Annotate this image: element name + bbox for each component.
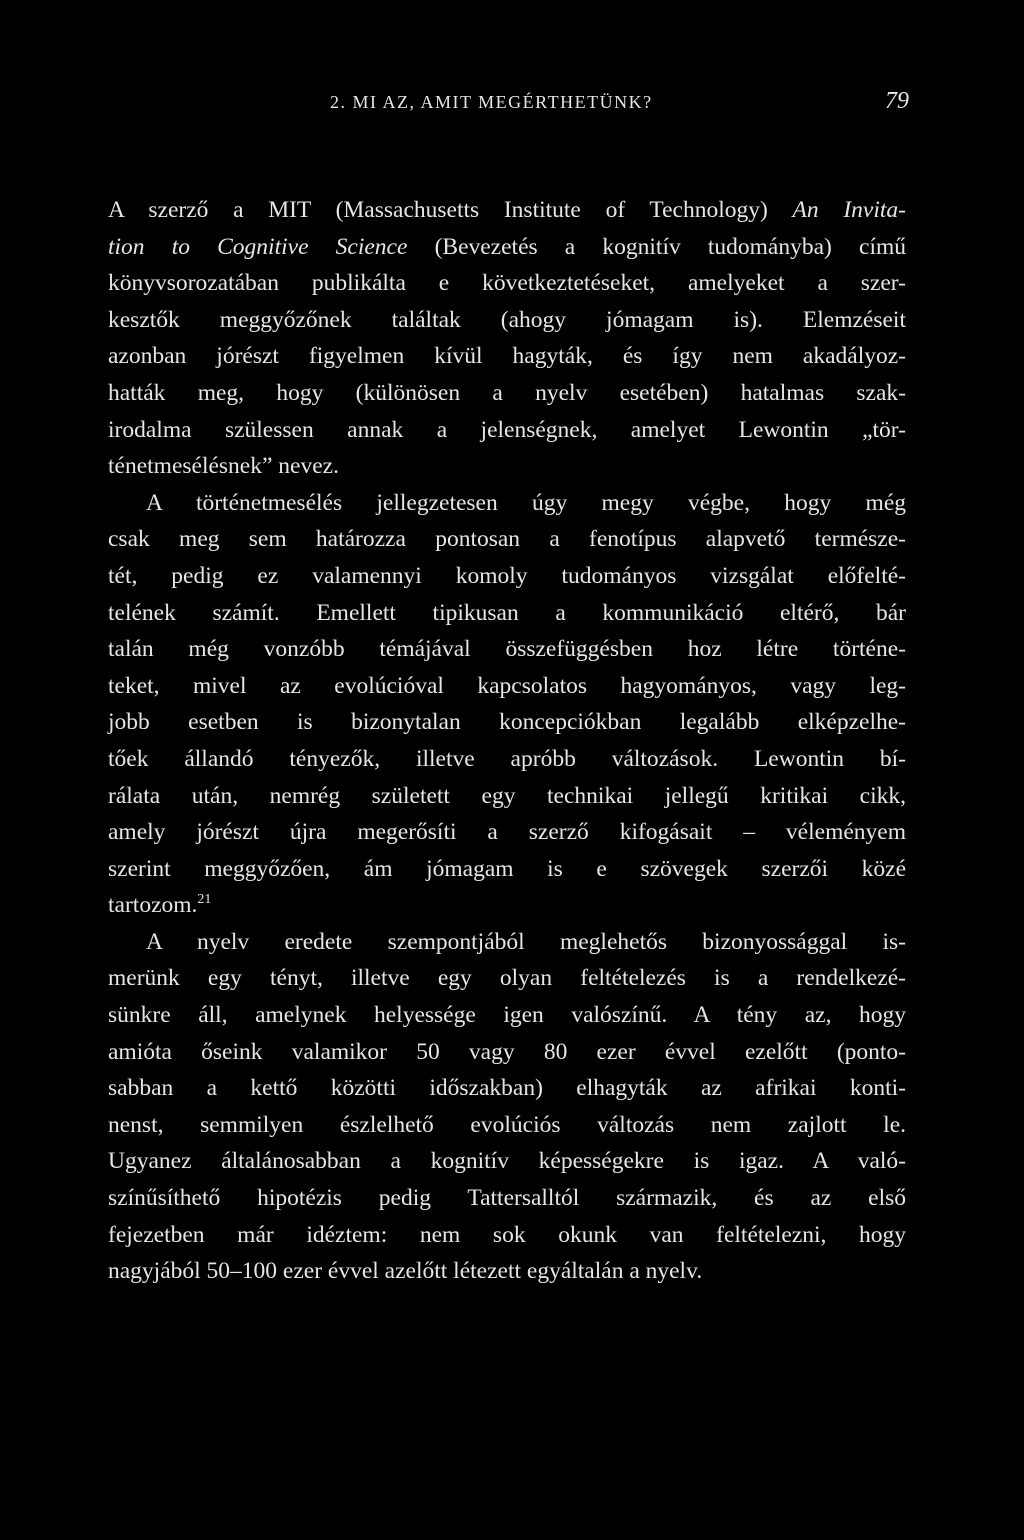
- text-run: hatták meg, hogy (különösen a nyelv esetében) hatalmas szak-: [108, 379, 906, 406]
- text-line: [108, 704, 906, 741]
- italic-title: An Invita-: [792, 197, 906, 223]
- text-run: A szerző a MIT (Massachusetts Institute of Technology): [108, 197, 793, 223]
- text-run: amióta őseink valamikor 50 vagy 80 ezer évvel ezelőtt (ponto-: [108, 1038, 906, 1065]
- text-line: [108, 192, 906, 229]
- text-line: [108, 1253, 906, 1290]
- text-run: A történetmesélés jellegzetesen úgy megy végbe, hogy még: [146, 489, 906, 516]
- text-line: [108, 375, 906, 412]
- text-line: [108, 558, 906, 595]
- text-line: [108, 412, 906, 449]
- text-run: csak meg sem határozza pontosan a fenotípus alapvető természe-: [108, 526, 906, 553]
- text-line: [108, 485, 906, 522]
- text-line: [108, 1107, 906, 1144]
- text-line: [108, 778, 906, 815]
- text-run: színűsíthető hipotézis pedig Tattersalltól származik, és az első: [108, 1185, 906, 1212]
- text-run: kesztők meggyőzőnek találtak (ahogy jómagam is). Elemzéseit: [108, 306, 906, 333]
- text-run: talán még vonzóbb témájával összefüggésben hoz létre történe-: [108, 636, 906, 663]
- text-run: tét, pedig ez valamennyi komoly tudományos vizsgálat előfelté-: [108, 562, 906, 589]
- text-line: [108, 1070, 906, 1107]
- running-head: 2. MI AZ, AMIT MEGÉRTHETÜNK?: [330, 92, 653, 112]
- text-run: sabban a kettő közötti időszakban) elhagyták az afrikai konti-: [108, 1075, 906, 1102]
- text-line: [108, 1034, 906, 1071]
- text-run: sünkre áll, amelynek helyessége igen valószínű. A tény az, hogy: [108, 1002, 906, 1029]
- text-line: [108, 960, 906, 997]
- text-line: [108, 338, 906, 375]
- text-line: [108, 851, 906, 888]
- text-run: (Bevezetés a kognitív tudományba) című: [407, 233, 907, 260]
- text-line: [108, 631, 906, 668]
- text-run: azonban jórészt figyelmen kívül hagyták, és így nem akadályoz-: [108, 343, 906, 370]
- text-run: Ugyanez általánosabban a kognitív képességekre is igaz. A való-: [108, 1148, 906, 1175]
- text-line: [108, 1143, 906, 1180]
- text-run: könyvsorozatában publikálta e következtetéseket, amelyeket a szer-: [108, 270, 906, 297]
- text-run: nagyjából 50–100 ezer évvel azelőtt létezett egyáltalán a nyelv.: [108, 1258, 703, 1285]
- body-text: [108, 192, 906, 1290]
- page-number: 79: [885, 88, 909, 114]
- text-run: merünk egy tényt, illetve egy olyan feltételezés is a rendelkezé-: [108, 965, 906, 992]
- text-line: [108, 1217, 906, 1254]
- italic-title: tion to Cognitive Science: [108, 233, 408, 260]
- text-line: [108, 521, 906, 558]
- text-run: fejezetben már idéztem: nem sok okunk van feltételezni, hogy: [108, 1221, 906, 1248]
- text-line: [108, 997, 906, 1034]
- text-run: tartozom.: [108, 892, 198, 919]
- text-run: nenst, semmilyen észlelhető evolúciós változás nem zajlott le.: [108, 1111, 906, 1138]
- text-line: [108, 265, 906, 302]
- footnote-ref: 21: [197, 892, 212, 908]
- text-run: amely jórészt újra megerősíti a szerző kifogásait – véleményem: [108, 819, 906, 846]
- text-line: [108, 1180, 906, 1217]
- text-line: [108, 814, 906, 851]
- text-run: rálata után, nemrég született egy technikai jellegű kritikai cikk,: [108, 782, 906, 809]
- text-run: ténetmesélésnek” nevez.: [108, 453, 339, 480]
- text-line: [108, 448, 906, 485]
- text-line: [108, 668, 906, 705]
- text-line: [108, 924, 906, 961]
- text-run: szerint meggyőzően, ám jómagam is e szövegek szerzői közé: [108, 855, 906, 882]
- text-line: [108, 887, 906, 924]
- text-run: telének számít. Emellett tipikusan a kommunikáció eltérő, bár: [108, 599, 906, 626]
- text-run: jobb esetben is bizonytalan koncepciókban legalább elképzelhe-: [108, 709, 906, 736]
- text-run: teket, mivel az evolúcióval kapcsolatos hagyományos, vagy leg-: [108, 672, 906, 699]
- text-run: irodalma szülessen annak a jelenségnek, amelyet Lewontin „tör-: [108, 416, 906, 443]
- text-line: [108, 595, 906, 632]
- text-run: A nyelv eredete szempontjából meglehetős bizonyossággal is-: [146, 928, 906, 955]
- text-line: [108, 741, 906, 778]
- text-run: tőek állandó tényezők, illetve apróbb változások. Lewontin bí-: [108, 745, 906, 772]
- text-line: [108, 229, 906, 266]
- text-line: [108, 302, 906, 339]
